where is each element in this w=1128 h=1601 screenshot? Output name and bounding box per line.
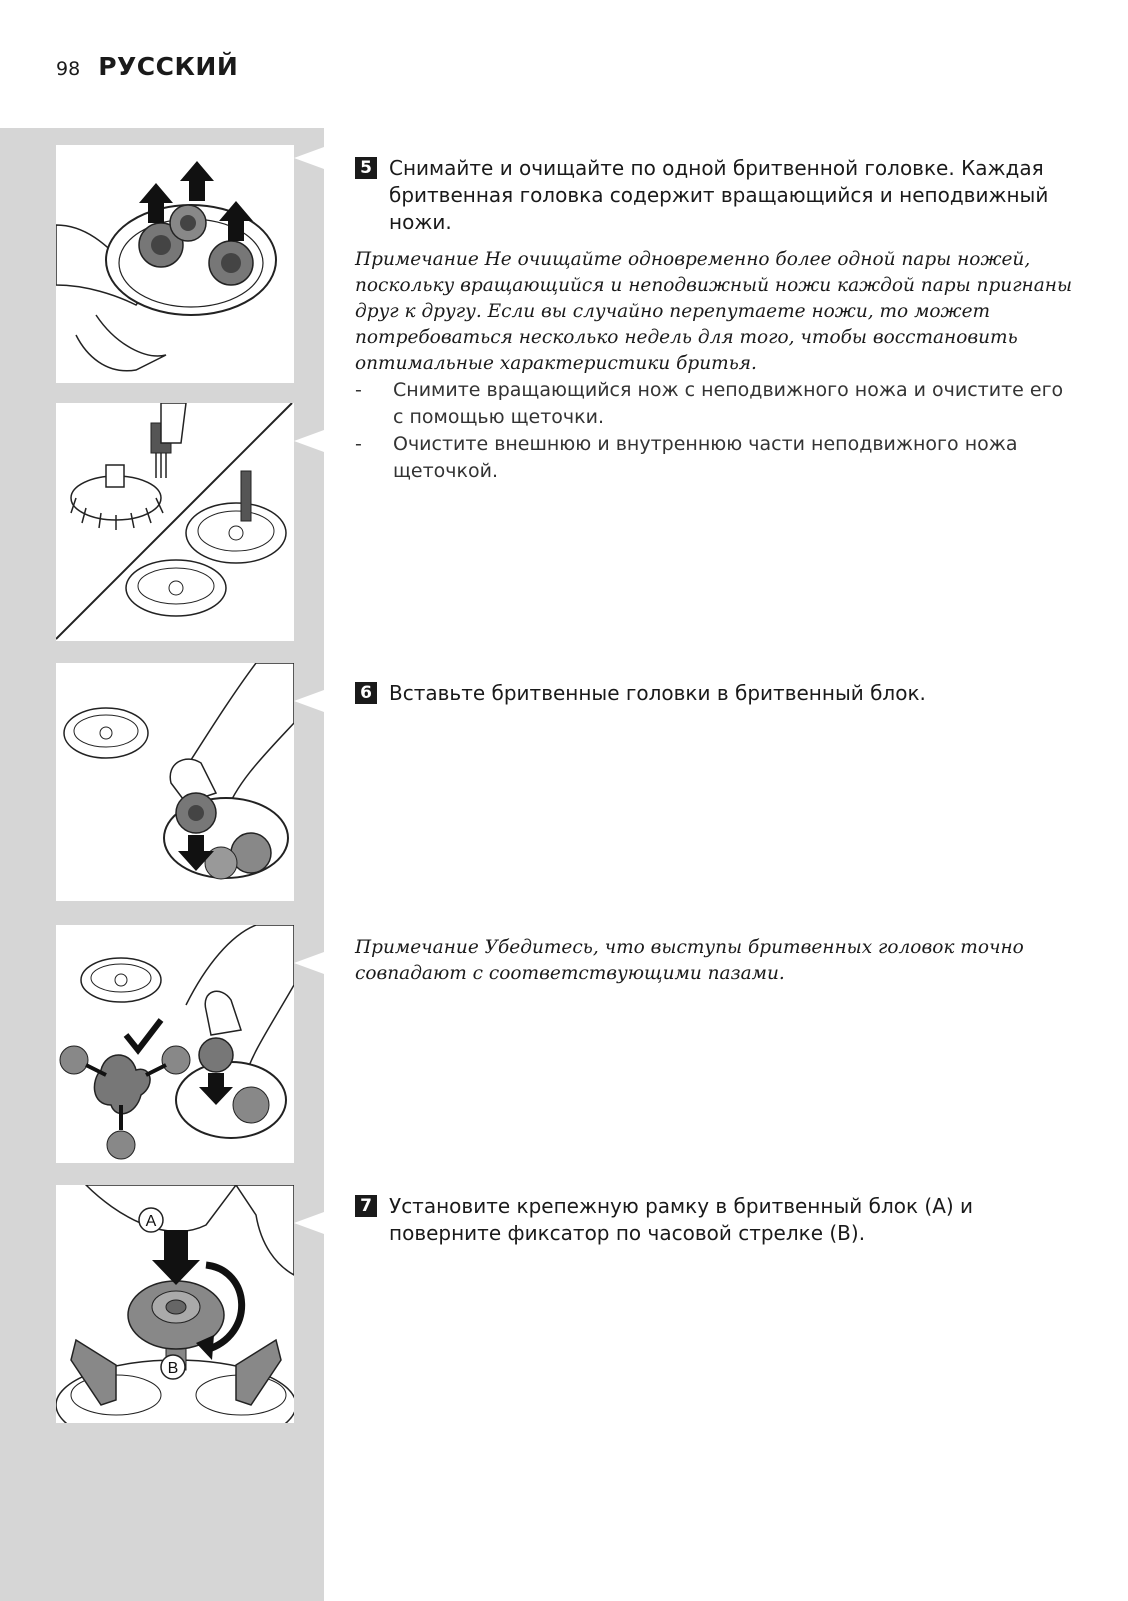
remove-heads-drawing <box>56 145 294 383</box>
illustration-pointer <box>294 690 324 712</box>
illustration-pointer <box>294 147 324 169</box>
list-item: - Очистите внешнюю и внутреннюю части неподвижного ножа щеточкой. <box>355 433 1018 482</box>
insert-heads-drawing <box>56 663 294 901</box>
illustration-insert-heads <box>56 663 294 901</box>
illustration-pointer <box>294 1212 324 1234</box>
illustration-remove-heads <box>56 145 294 383</box>
label-b: B <box>167 1360 179 1377</box>
illustration-retaining-frame <box>56 1185 294 1423</box>
label-a: A <box>145 1213 157 1230</box>
step-5 <box>355 155 1075 236</box>
page-number: 98 <box>56 58 81 80</box>
step-number: 7 <box>355 1195 377 1217</box>
list-item: - Снимите вращающийся нож с неподвижного ножа и очистите его с помощью щеточки. <box>355 379 1064 428</box>
retaining-frame-drawing <box>56 1185 294 1423</box>
step-6-block <box>355 680 1075 707</box>
cleaning-list <box>355 377 1075 485</box>
note-one-pair: Примечание Не очищайте одновременно более одной пары ножей, поскольку вращающийся и неподвижный ножи каждой пары пригнаны друг к другу. Если вы случайно перепутаете ножи, то может потребоваться несколько недель для того, чтобы восстановить оптимальные характеристики бритья. <box>355 249 1073 374</box>
illustration-match-slots <box>56 925 294 1163</box>
step-number: 6 <box>355 682 377 704</box>
page-header <box>56 52 238 81</box>
step-6 <box>355 680 1075 707</box>
step-number: 5 <box>355 157 377 179</box>
step-7 <box>355 1193 1075 1247</box>
illustration-pointer <box>294 430 324 452</box>
step-7-block <box>355 1193 1075 1247</box>
step-text: Установите крепежную рамку в бритвенный блок (A) и поверните фиксатор по часовой стрелке (B). <box>389 1194 974 1245</box>
match-slots-drawing <box>56 925 294 1163</box>
step-text: Снимайте и очищайте по одной бритвенной головке. Каждая бритвенная головка содержит вращающийся и неподвижный ножи. <box>389 156 1049 234</box>
step-5-block <box>355 155 1075 485</box>
step-text: Вставьте бритвенные головки в бритвенный блок. <box>389 681 926 705</box>
clean-brush-drawing <box>56 403 294 641</box>
illustration-pointer <box>294 952 324 974</box>
note-projections: Примечание Убедитесь, что выступы бритвенных головок точно совпадают с соответствующими пазами. <box>355 937 1024 984</box>
note-projections-block <box>355 935 1075 987</box>
illustration-clean-brush <box>56 403 294 641</box>
language-title: РУССКИЙ <box>98 52 239 81</box>
